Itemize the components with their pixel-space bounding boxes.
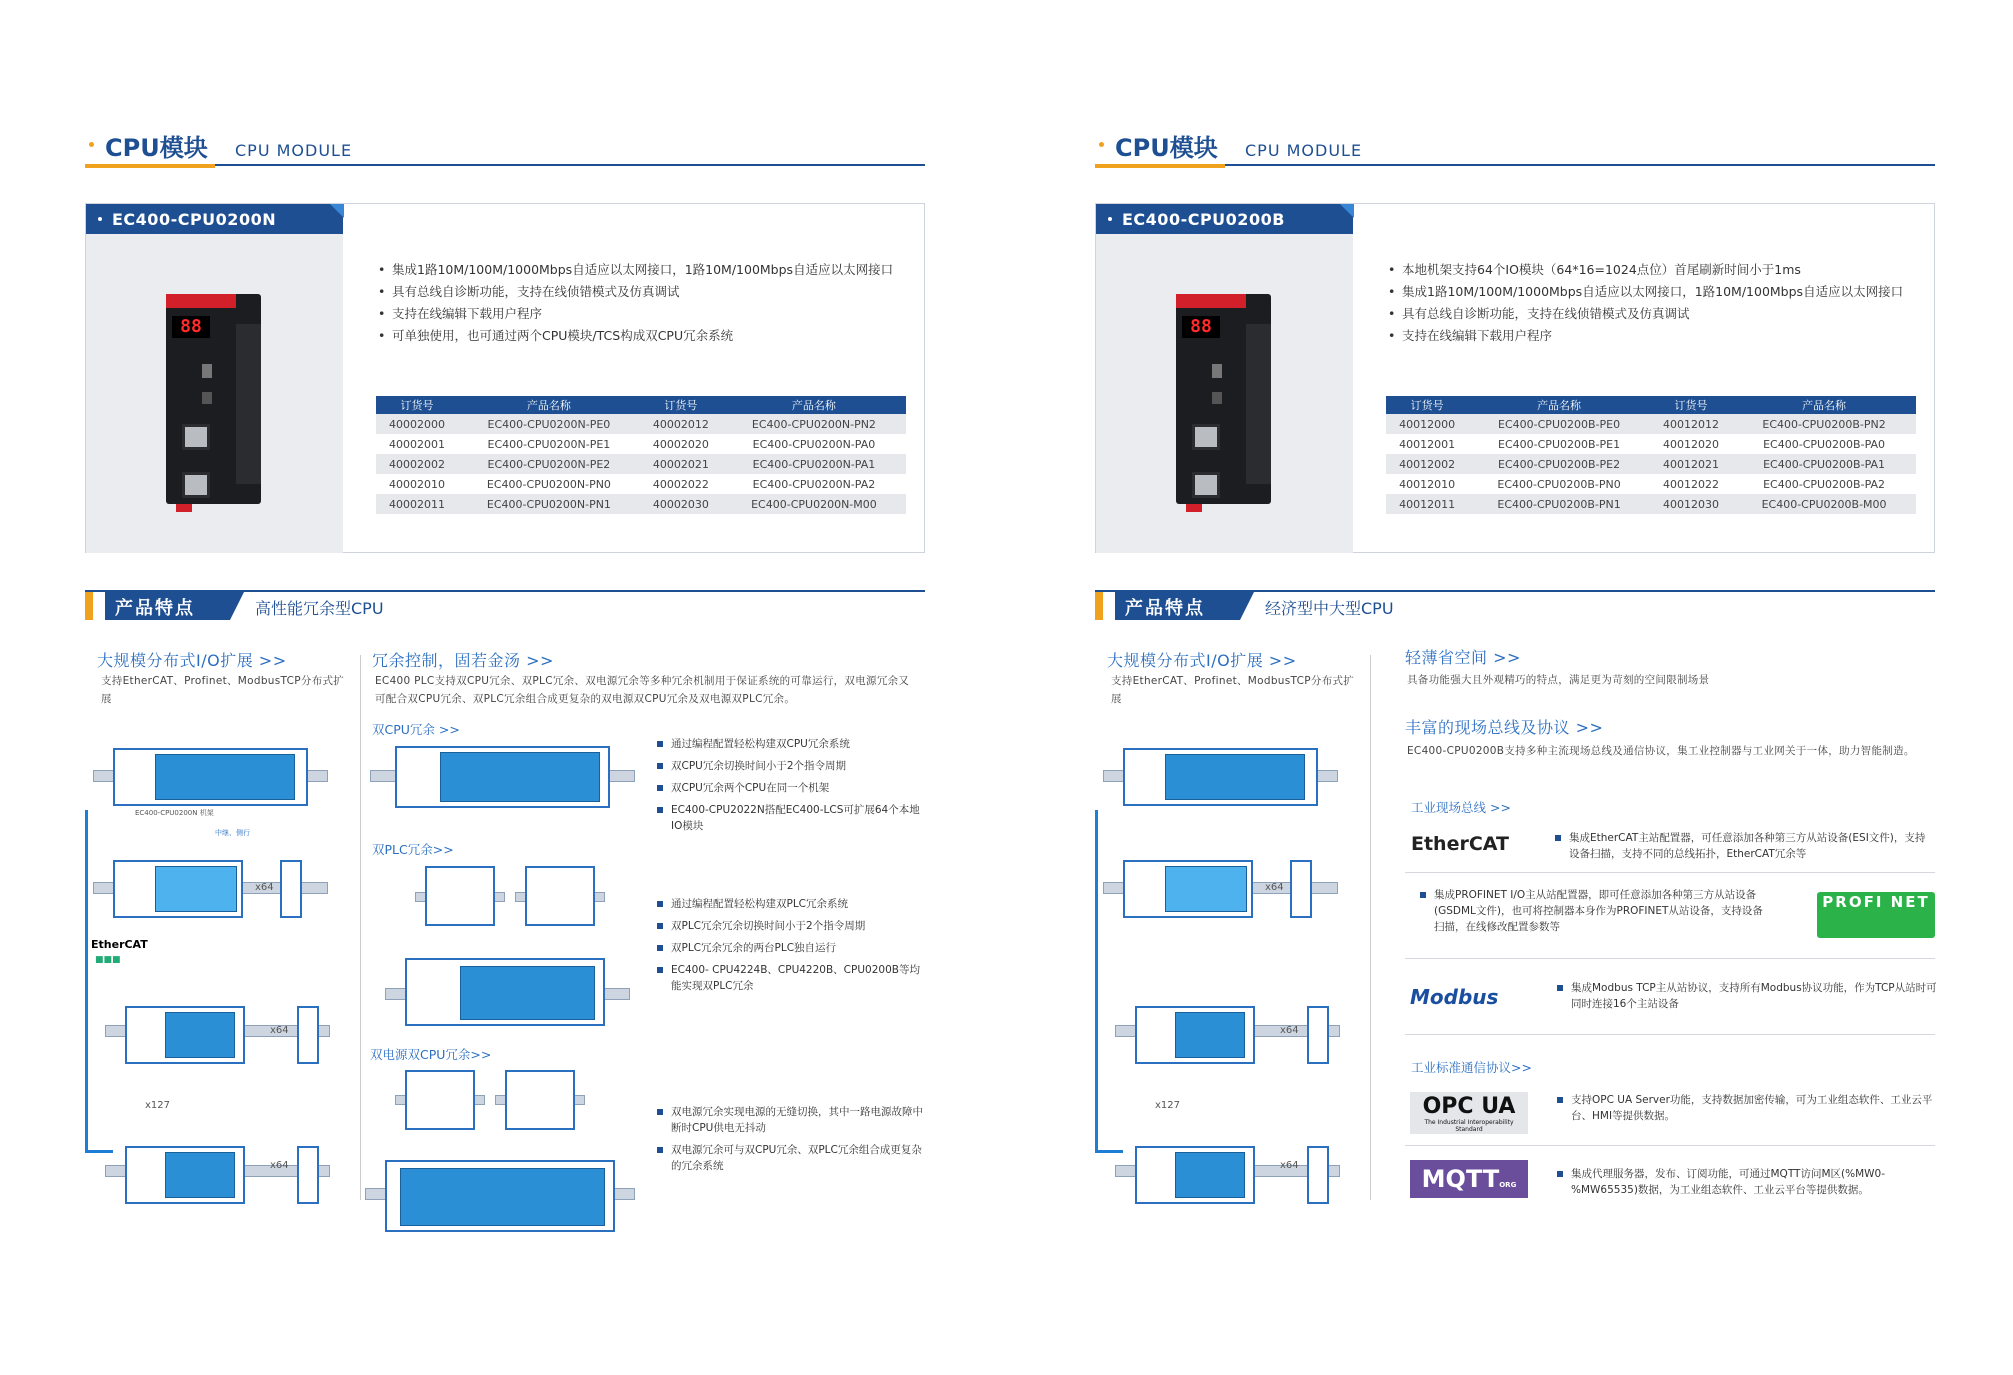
point-item: 通过编程配置轻松构建双PLC冗余系统 [657, 896, 927, 912]
x127-label: x127 [1155, 1100, 1181, 1111]
bus-desc: EC400-CPU0200B支持多种主流现场总线及通信协议，集工业控制器与工业网关于一体，助力智能制造。 [1407, 745, 1915, 757]
rack-label: EC400-CPU0200N 机架 [135, 809, 214, 817]
table-row: 40002000 EC400-CPU0200N-PE0 40002012 EC400-CPU0200N-PN2 [376, 414, 906, 434]
redundancy-title: 冗余控制，固若金汤 >> [372, 651, 554, 670]
modbus-points [1557, 980, 1937, 1018]
profinet-logo: ■■■ [95, 955, 121, 965]
divider [1370, 655, 1371, 1200]
ethernet-port-icon [1192, 424, 1220, 450]
features-subtitle: 经济型中大型CPU [1265, 599, 1394, 618]
header-title: CPU模块 [105, 134, 208, 162]
features-label: 产品特点 [105, 592, 230, 620]
std-protocol-title: 工业标准通信协议>> [1411, 1060, 1532, 1075]
section-header [1095, 128, 1935, 166]
dual-plc-points [657, 896, 927, 1000]
dual-cpu-points [657, 736, 927, 840]
x64-label: x64 [270, 1025, 289, 1036]
bullet-item: • 支持在线编辑下载用户程序 [1386, 325, 1916, 347]
features-label: 产品特点 [1115, 592, 1240, 620]
product-image [86, 234, 343, 553]
order-table: 订货号 产品名称 订货号 产品名称 40002000 EC400-CPU0200N-PE0 40002012 EC400-CPU0200N-PN2 40002001 EC400-CPU0200N-PE1 40002020 EC400-CPU0200N-PA0 40002002 EC400-CPU0200N-PE2 40002021 EC400-CPU0200N-PA1 40002010 EC400-CPU0200N-PN0 40002022 EC400-CPU0200N-PA2 40002011 EC400-CPU0200N-PN1 40002030 EC400-CPU0200N-M00 [376, 396, 906, 514]
io-desc: 支持EtherCAT、Profinet、ModbusTCP分布式扩展 [1111, 675, 1355, 705]
io-desc: 支持EtherCAT、Profinet、ModbusTCP分布式扩展 [101, 675, 345, 705]
plc-module-image [166, 294, 261, 504]
point-item: EC400- CPU4224B、CPU4220B、CPU0200B等均能实现双PLC冗余 [657, 962, 927, 994]
redundancy-desc: EC400 PLC支持双CPU冗余、双PLC冗余、双电源冗余等多种冗余机制用于保证系统的可靠运行，双电源冗余又可配合双CPU冗余、双PLC冗余组合成更复杂的双电源双CPU冗余及双电源双PLC冗余。 [375, 675, 910, 705]
product-name: EC400-CPU0200N [112, 210, 277, 229]
bullet-item: • 可单独使用，也可通过两个CPU模块/TCS构成双CPU冗余系统 [376, 325, 906, 347]
ethercat-logo: EtherCAT [91, 938, 148, 951]
point-item: EC400-CPU2022N搭配EC400-LCS可扩展64个本地IO模块 [657, 802, 927, 834]
point-item: 双CPU冗余切换时间小于2个指令周期 [657, 758, 927, 774]
bullet-item: • 集成1路10M/100M/1000Mbps自适应以太网接口，1路10M/100Mbps自适应以太网接口 [376, 259, 906, 281]
point-item: 支持OPC UA Server功能，支持数据加密传输，可为工业组态软件、工业云平台、HMI等提供数据。 [1557, 1092, 1937, 1124]
point-item: 通过编程配置轻松构建双CPU冗余系统 [657, 736, 927, 752]
x64-label: x64 [255, 882, 274, 893]
x64-label: x64 [1265, 882, 1284, 893]
table-row: 40002010 EC400-CPU0200N-PN0 40002022 EC400-CPU0200N-PA2 [389, 477, 876, 491]
table-row: 40012001 EC400-CPU0200B-PE1 40012020 EC400-CPU0200B-PA0 [1399, 437, 1886, 451]
point-item: 双电源冗余可与双CPU冗余、双PLC冗余组合成更复杂的冗余系统 [657, 1142, 927, 1174]
bullet-dot [89, 142, 94, 147]
point-item: 双PLC冗余冗余切换时间小于2个指令周期 [657, 918, 927, 934]
bullet-item: • 集成1路10M/100M/1000Mbps自适应以太网接口，1路10M/100Mbps自适应以太网接口 [1386, 281, 1916, 303]
feature-bullets [1386, 259, 1916, 347]
table-row: 40012000 EC400-CPU0200B-PE0 40012012 EC400-CPU0200B-PN2 [1386, 414, 1916, 434]
table-row: 40002002 EC400-CPU0200N-PE2 40002021 EC400-CPU0200N-PA1 [376, 454, 906, 474]
features-subtitle: 高性能冗余型CPU [255, 599, 384, 618]
x64-label: x64 [270, 1160, 289, 1171]
modbus-logo: Modbus [1410, 985, 1499, 1009]
right-page [1095, 0, 1955, 1375]
header-title: CPU模块 [1115, 134, 1218, 162]
dual-power-title: 双电源双CPU冗余>> [370, 1047, 492, 1062]
point-item: 双CPU冗余两个CPU在同一个机架 [657, 780, 927, 796]
io-title: 大规模分布式I/O扩展 >> [97, 651, 287, 670]
product-card [1095, 203, 1935, 553]
bullet-item: • 具有总线自诊断功能，支持在线侦错模式及仿真调试 [376, 281, 906, 303]
x64-label: x64 [1280, 1025, 1299, 1036]
point-item: 集成EtherCAT主站配置器，可任意添加各种第三方从站设备(ESI文件)，支持设备扫描，支持不同的总线拓扑，EtherCAT冗余等 [1555, 830, 1935, 862]
bullet-item: • 支持在线编辑下载用户程序 [376, 303, 906, 325]
x64-label: x64 [1280, 1160, 1299, 1171]
product-name: EC400-CPU0200B [1122, 210, 1285, 229]
ethercat-points [1555, 830, 1935, 868]
ethernet-port-icon [182, 472, 210, 498]
table-row: 40002011 EC400-CPU0200N-PN1 40002030 EC400-CPU0200N-M00 [376, 494, 906, 514]
ethercat-logo: EtherCAT [1411, 833, 1509, 855]
thin-title: 轻薄省空间 >> [1405, 648, 1521, 667]
section-header [85, 128, 925, 166]
point-item: 集成PROFINET I/O主从站配置器，即可任意添加各种第三方从站设备(GSDML文件)，也可将控制器本身作为PROFINET从站设备，支持设备扫描，在线修改配置参数等 [1420, 887, 1770, 935]
opcua-logo: OPC UA The Industrial Interoperability Standard [1410, 1092, 1528, 1134]
mqtt-points [1557, 1166, 1937, 1204]
header-subtitle: CPU MODULE [235, 141, 353, 160]
opcua-points [1557, 1092, 1937, 1130]
table-row: 40012010 EC400-CPU0200B-PN0 40012022 EC400-CPU0200B-PA2 [1399, 477, 1886, 491]
order-table: 订货号 产品名称 订货号 产品名称 40012000 EC400-CPU0200B-PE0 40012012 EC400-CPU0200B-PN2 40012001 EC400-CPU0200B-PE1 40012020 EC400-CPU0200B-PA0 40012002 EC400-CPU0200B-PE2 40012021 EC400-CPU0200B-PA1 40012010 EC400-CPU0200B-PN0 40012022 EC400-CPU0200B-PA2 40012011 EC400-CPU0200B-PN1 40012030 EC400-CPU0200B-M00 [1386, 396, 1916, 514]
seg-display: 88 [172, 316, 210, 338]
mqtt-logo: MQTTORG [1410, 1160, 1528, 1198]
profinet-logo: PROFI NET [1817, 892, 1935, 938]
accent-bar [85, 164, 215, 168]
bullet-item: • 具有总线自诊断功能，支持在线侦错模式及仿真调试 [1386, 303, 1916, 325]
point-item: 双PLC冗余冗余的两台PLC独自运行 [657, 940, 927, 956]
table-row: 40012002 EC400-CPU0200B-PE2 40012021 EC400-CPU0200B-PA1 [1386, 454, 1916, 474]
plc-module-image [1176, 294, 1271, 504]
io-title: 大规模分布式I/O扩展 >> [1107, 651, 1297, 670]
point-item: 集成Modbus TCP主从站协议，支持所有Modbus协议功能，作为TCP从站时可同时连接16个主站设备 [1557, 980, 1937, 1012]
seg-display: 88 [1182, 316, 1220, 338]
product-card [85, 203, 925, 553]
product-tab [1096, 204, 1353, 234]
features-header [1095, 590, 1935, 620]
relay-label: 中继、侧行 [215, 829, 250, 837]
point-item: 双电源冗余实现电源的无缝切换，其中一路电源故障中断时CPU供电无抖动 [657, 1104, 927, 1136]
feature-bullets [376, 259, 906, 347]
table-row: 40002001 EC400-CPU0200N-PE1 40002020 EC400-CPU0200N-PA0 [389, 437, 876, 451]
thin-desc: 具备功能强大且外观精巧的特点，满足更为苛刻的空间限制场景 [1407, 674, 1710, 686]
dual-plc-title: 双PLC冗余>> [372, 842, 454, 857]
ethernet-port-icon [182, 424, 210, 450]
bullet-item: • 本地机架支持64个IO模块（64*16=1024点位）首尾刷新时间小于1ms [1386, 259, 1916, 281]
x127-label: x127 [145, 1100, 171, 1111]
product-image [1096, 234, 1353, 553]
dual-power-points [657, 1104, 927, 1180]
bus-title: 丰富的现场总线及协议 >> [1405, 718, 1604, 737]
product-tab [86, 204, 343, 234]
table-row: 40012011 EC400-CPU0200B-PN1 40012030 EC400-CPU0200B-M00 [1386, 494, 1916, 514]
profinet-points [1420, 887, 1770, 941]
divider [360, 655, 361, 1200]
header-subtitle: CPU MODULE [1245, 141, 1363, 160]
left-page [85, 0, 945, 1375]
ethernet-port-icon [1192, 472, 1220, 498]
features-header [85, 590, 925, 620]
fieldbus-title: 工业现场总线 >> [1411, 800, 1511, 815]
point-item: 集成代理服务器，发布、订阅功能，可通过MQTT访问M区(%MW0-%MW65535)数据，为工业组态软件、工业云平台等提供数据。 [1557, 1166, 1937, 1198]
dual-cpu-title: 双CPU冗余 >> [372, 722, 460, 737]
